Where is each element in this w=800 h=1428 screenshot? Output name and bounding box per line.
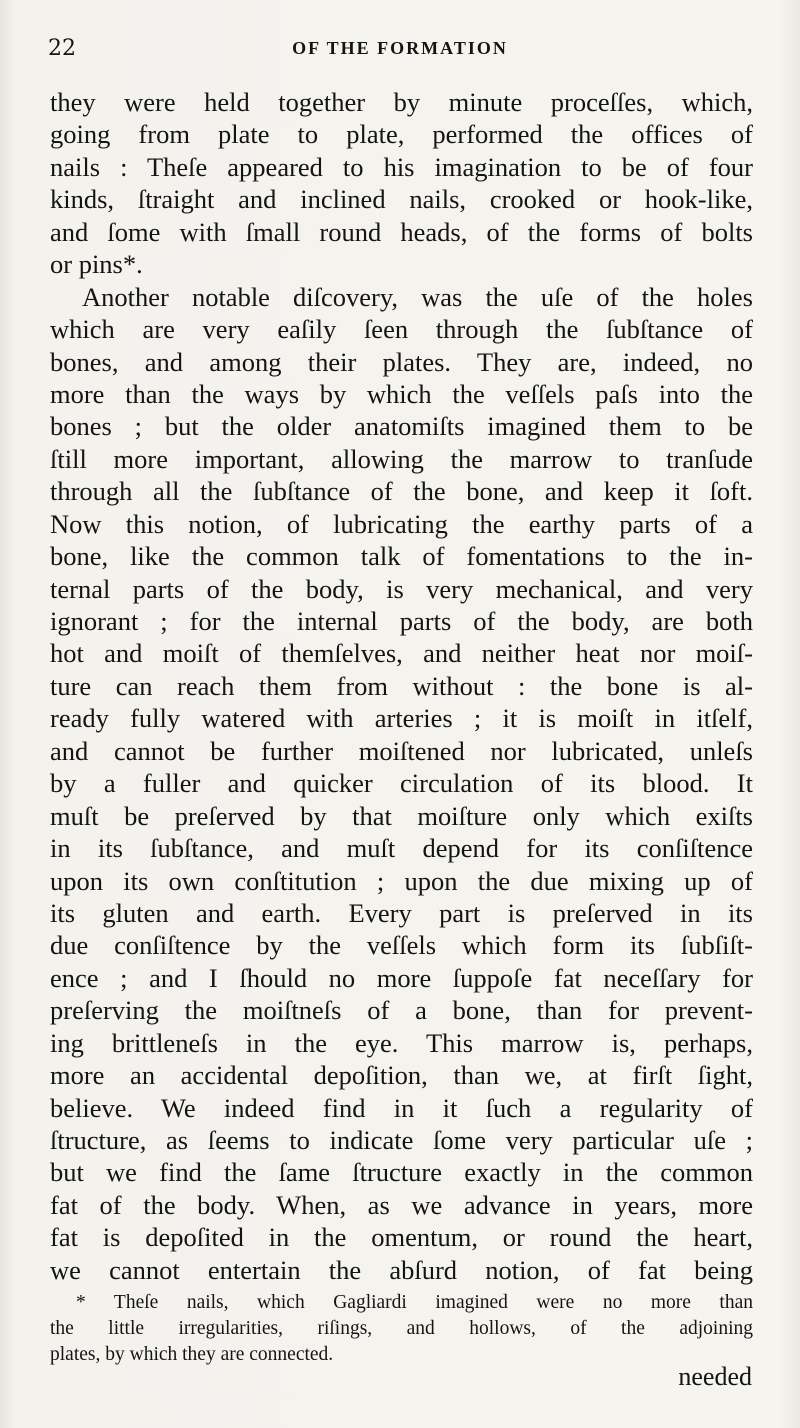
text-line: ready fully watered with arteries ; it is moiſt in itſelf, (50, 703, 753, 734)
text-line: its gluten and earth. Every part is preſerved in its (50, 897, 753, 928)
footnote-line: plates, by which they are connected. (50, 1344, 334, 1365)
body-text (50, 86, 753, 1286)
text-line: and cannot be further moiſtened nor lubricated, unleſs (50, 735, 753, 766)
text-line: due conſiſtence by the veſſels which form its ſubſiſt- (50, 930, 753, 961)
text-line: by a fuller and quicker circulation of its blood. It (50, 768, 753, 799)
text-line: ignorant ; for the internal parts of the body, are both (50, 606, 753, 636)
text-line: kinds, ſtraight and inclined nails, crooked or hook-like, (50, 184, 753, 215)
text-line: but we find the ſame ſtructure exactly in the common (50, 1157, 753, 1188)
text-line: or pins*. (50, 249, 143, 280)
text-line: preſerving the moiſtneſs of a bone, than for prevent- (50, 995, 753, 1026)
text-line: more than the ways by which the veſſels paſs into the (50, 378, 753, 409)
footnote-line: the little irregularities, riſings, and hollows, of the adjoining (50, 1318, 753, 1339)
paragraph-start-line: Another notable diſcovery, was the uſe of the holes (82, 281, 753, 312)
text-line: bones ; but the older anatomiſts imagined them to be (50, 411, 753, 442)
footnote-line: * Theſe nails, which Gagliardi imagined were no more than (76, 1292, 753, 1313)
text-line: believe. We indeed find in it ſuch a regularity of (50, 1092, 753, 1123)
text-line: which are very eaſily ſeen through the ſubſtance of (50, 314, 753, 345)
text-line: ence ; and I ſhould no more ſuppoſe fat neceſſary for (50, 962, 753, 993)
text-line: going from plate to plate, performed the offices of (50, 119, 753, 150)
text-line: ing brittleneſs in the eye. This marrow is, perhaps, (50, 1027, 753, 1058)
text-line: ternal parts of the body, is very mechanical, and very (50, 573, 753, 604)
text-line: in its ſubſtance, and muſt depend for its conſiſtence (50, 833, 753, 864)
running-head: OF THE FORMATION (292, 38, 508, 58)
text-line: they were held together by minute proceſſes, which, (50, 87, 753, 117)
text-line: hot and moiſt of themſelves, and neither heat nor moiſ- (50, 638, 753, 669)
text-line: bones, and among their plates. They are, indeed, no (50, 346, 753, 377)
footnote (50, 1290, 753, 1368)
text-line: through all the ſubſtance of the bone, and keep it ſoft. (50, 476, 753, 507)
text-line: bone, like the common talk of fomentations to the in- (50, 541, 753, 572)
text-line: ſtill more important, allowing the marrow to tranſude (50, 443, 753, 474)
text-line: Now this notion, of lubricating the earthy parts of a (50, 508, 753, 539)
text-line: muſt be preſerved by that moiſture only which exiſts (50, 800, 753, 831)
text-line: more an accidental depoſition, than we, at firſt ſight, (50, 1060, 753, 1091)
text-line: fat is depoſited in the omentum, or round the heart, (50, 1222, 753, 1253)
text-line: ſtructure, as ſeems to indicate ſome very particular uſe ; (50, 1125, 753, 1155)
text-line: nails : Theſe appeared to his imagination to be of four (50, 151, 753, 182)
text-line: ture can reach them from without : the bone is al- (50, 670, 753, 701)
page-header (48, 36, 752, 66)
text-line: upon its own conſtitution ; upon the due mixing up of (50, 865, 753, 896)
text-line: fat of the body. When, as we advance in years, more (50, 1189, 753, 1220)
text-line: we cannot entertain the abſurd notion, of fat being (50, 1254, 753, 1285)
page-number: 22 (48, 36, 76, 61)
text-line: and ſome with ſmall round heads, of the forms of bolts (50, 216, 753, 247)
catchword: needed (678, 1362, 752, 1391)
